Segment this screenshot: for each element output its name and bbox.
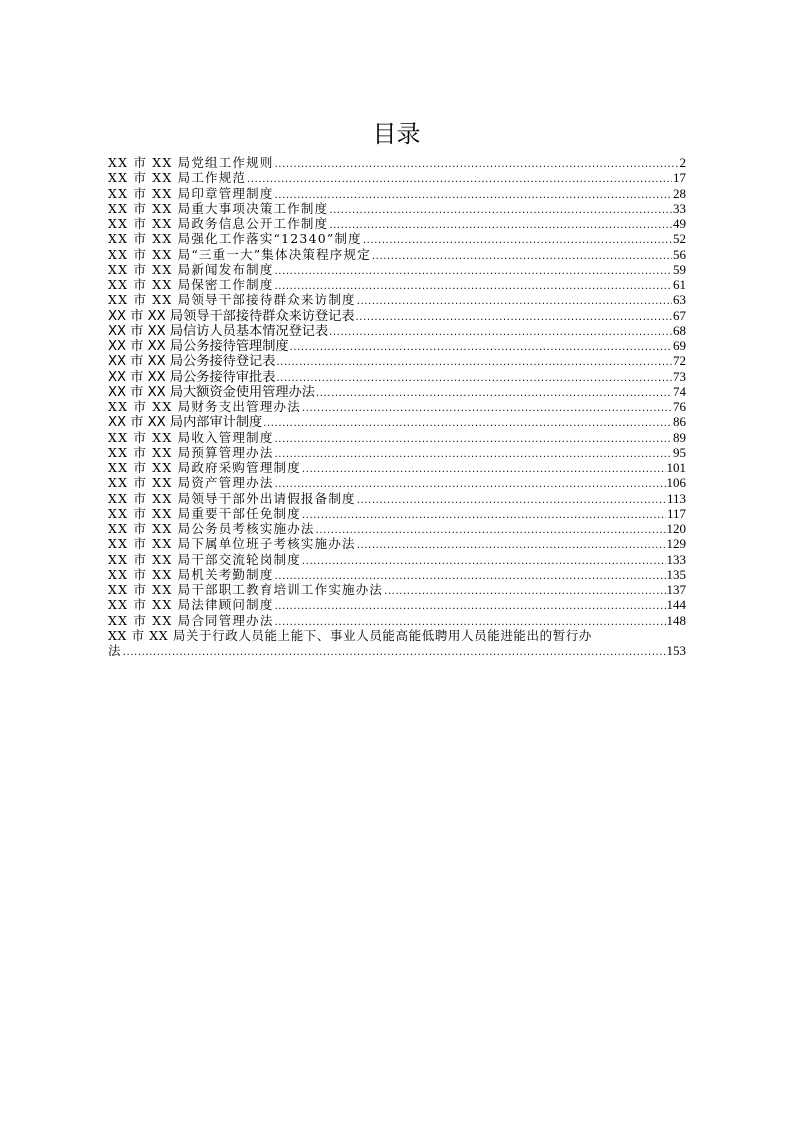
toc-entry-page: 89 bbox=[673, 429, 686, 445]
toc-leader-dots bbox=[275, 447, 672, 460]
toc-leader-dots bbox=[356, 310, 672, 323]
toc-entry-page: 148 bbox=[666, 612, 686, 628]
toc-entry[interactable] bbox=[108, 430, 686, 445]
toc-leader-dots bbox=[302, 508, 666, 521]
toc-entry[interactable] bbox=[108, 292, 686, 307]
toc-entry[interactable] bbox=[108, 582, 686, 597]
toc-leader-dots bbox=[329, 203, 672, 216]
toc-entry[interactable] bbox=[108, 567, 686, 582]
toc-entry[interactable] bbox=[108, 155, 686, 170]
toc-entry-title: XX 市 XX 局政府采购管理制度 bbox=[108, 460, 301, 475]
toc-entry-page: 52 bbox=[673, 231, 686, 247]
toc-entry[interactable] bbox=[108, 353, 686, 368]
toc-leader-dots bbox=[275, 157, 679, 170]
toc-entry-page: 144 bbox=[666, 597, 686, 613]
toc-entry-title: XX 市 XX 局资产管理办法 bbox=[108, 475, 274, 491]
toc-entry-page: 95 bbox=[673, 444, 686, 460]
toc-entry-page: 106 bbox=[666, 475, 686, 491]
toc-leader-dots bbox=[263, 416, 672, 429]
toc-leader-dots bbox=[302, 401, 672, 414]
toc-leader-dots bbox=[247, 172, 672, 185]
toc-entry[interactable] bbox=[108, 399, 686, 414]
toc-leader-dots bbox=[276, 371, 672, 384]
toc-leader-dots bbox=[363, 233, 672, 246]
toc-entry-title: XX 市 XX 局收入管理制度 bbox=[108, 429, 274, 445]
toc-entry[interactable] bbox=[108, 216, 686, 231]
toc-entry[interactable] bbox=[108, 460, 686, 475]
toc-leader-dots bbox=[275, 188, 672, 201]
toc-leader-dots bbox=[316, 523, 666, 536]
toc-entry-title: XX 市 XX 局党组工作规则 bbox=[108, 155, 274, 170]
toc-entry[interactable] bbox=[108, 521, 686, 536]
toc-entry-title: XX 市 XX 局印章管理制度 bbox=[108, 185, 274, 201]
toc-entry[interactable] bbox=[108, 628, 686, 659]
toc-leader-dots bbox=[329, 218, 672, 231]
toc-entry-page: 113 bbox=[666, 490, 686, 506]
toc-leader-dots bbox=[275, 599, 666, 612]
toc-leader-dots bbox=[123, 645, 666, 658]
toc-entry[interactable] bbox=[108, 262, 686, 277]
toc-entry-page: 17 bbox=[673, 170, 686, 186]
toc-entry-page: 101 bbox=[666, 460, 686, 475]
toc-entry-title: XX 市 XX 局公务接待登记表 bbox=[108, 354, 276, 369]
toc-leader-dots bbox=[357, 538, 666, 551]
toc-leader-dots bbox=[290, 340, 672, 353]
toc-entry[interactable] bbox=[108, 552, 686, 567]
toc-leader-dots bbox=[275, 477, 666, 490]
toc-entry[interactable] bbox=[108, 170, 686, 185]
toc-entry-page: 68 bbox=[673, 322, 686, 338]
toc-entry[interactable] bbox=[108, 491, 686, 506]
toc-entry-page: 120 bbox=[666, 521, 686, 536]
toc-entry-page: 67 bbox=[673, 307, 686, 323]
toc-entry-title: XX 市 XX 局合同管理办法 bbox=[108, 612, 274, 628]
toc-entry-page: 153 bbox=[666, 643, 686, 658]
toc-entry-title: XX 市 XX 局领导干部接待群众来访制度 bbox=[108, 292, 356, 308]
toc-entry[interactable] bbox=[108, 338, 686, 353]
toc-entry[interactable] bbox=[108, 475, 686, 490]
toc-entry-page: 49 bbox=[673, 216, 686, 231]
toc-entry-page: 117 bbox=[666, 505, 686, 521]
toc-entry-title: XX 市 XX 局领导干部外出请假报备制度 bbox=[108, 490, 356, 506]
toc-entry[interactable] bbox=[108, 186, 686, 201]
toc-entry-title: XX 市 XX 局信访人员基本情况登记表 bbox=[108, 323, 329, 338]
table-of-contents bbox=[108, 155, 686, 658]
toc-leader-dots bbox=[276, 355, 672, 368]
toc-entry-title: XX 市 XX 局重要干部任免制度 bbox=[108, 505, 301, 521]
toc-leader-dots bbox=[357, 493, 666, 506]
toc-entry-title: XX 市 XX 局保密工作制度 bbox=[108, 277, 274, 292]
toc-entry-page: 61 bbox=[673, 277, 686, 292]
toc-leader-dots bbox=[372, 249, 672, 262]
toc-entry[interactable] bbox=[108, 323, 686, 338]
toc-entry-title: XX 市 XX 局内部审计制度 bbox=[108, 415, 263, 430]
toc-entry-page: 137 bbox=[666, 582, 686, 597]
toc-leader-dots bbox=[302, 554, 666, 567]
toc-entry-title: XX 市 XX 局机关考勤制度 bbox=[108, 566, 274, 582]
toc-entry[interactable] bbox=[108, 384, 686, 399]
toc-entry-title: XX 市 XX 局法律顾问制度 bbox=[108, 597, 274, 613]
toc-leader-dots bbox=[275, 615, 666, 628]
toc-entry-title: XX 市 XX 局干部交流轮岗制度 bbox=[108, 551, 301, 567]
toc-entry-title: XX 市 XX 局新闻发布制度 bbox=[108, 261, 274, 277]
toc-entry-page: 129 bbox=[666, 536, 686, 552]
toc-entry-page: 33 bbox=[673, 200, 686, 216]
toc-entry[interactable] bbox=[108, 613, 686, 628]
toc-leader-dots bbox=[275, 279, 672, 292]
toc-entry-title: XX 市 XX 局公务员考核实施办法 bbox=[108, 521, 315, 536]
toc-entry[interactable] bbox=[108, 414, 686, 429]
toc-entry[interactable] bbox=[108, 201, 686, 216]
toc-leader-dots bbox=[357, 294, 672, 307]
toc-entry-page: 76 bbox=[673, 399, 686, 414]
toc-entry-page: 86 bbox=[673, 414, 686, 430]
toc-entry-page: 135 bbox=[666, 566, 686, 582]
toc-entry-page: 63 bbox=[673, 292, 686, 308]
toc-entry-title: XX 市 XX 局预算管理办法 bbox=[108, 444, 274, 460]
toc-entry-page: 2 bbox=[679, 155, 686, 170]
toc-entry-title-cont: 法 bbox=[108, 643, 122, 658]
toc-entry-page: 133 bbox=[666, 551, 686, 567]
page-title: 目录 bbox=[372, 120, 421, 148]
toc-entry-title: XX 市 XX 局“三重一大”集体决策程序规定 bbox=[108, 246, 371, 262]
toc-leader-dots bbox=[275, 569, 666, 582]
toc-entry-title: XX 市 XX 局财务支出管理办法 bbox=[108, 399, 301, 414]
toc-entry-page: 72 bbox=[673, 353, 686, 369]
toc-entry-title: XX 市 XX 局干部职工教育培训工作实施办法 bbox=[108, 582, 384, 597]
toc-entry[interactable] bbox=[108, 308, 686, 323]
toc-entry-page: 74 bbox=[673, 383, 686, 399]
toc-entry[interactable] bbox=[108, 506, 686, 521]
toc-leader-dots bbox=[275, 264, 672, 277]
toc-entry-page: 28 bbox=[673, 185, 686, 201]
toc-entry[interactable] bbox=[108, 445, 686, 460]
toc-entry-title: XX 市 XX 局大额资金使用管理办法 bbox=[108, 384, 315, 399]
toc-entry[interactable] bbox=[108, 369, 686, 384]
toc-entry-page: 73 bbox=[673, 368, 686, 384]
toc-entry-page: 59 bbox=[673, 261, 686, 277]
toc-entry-page: 69 bbox=[673, 338, 686, 353]
toc-entry-title: XX 市 XX 局关于行政人员能上能下、事业人员能高能低聘用人员能进能出的暂行办 bbox=[108, 627, 593, 643]
toc-entry[interactable] bbox=[108, 277, 686, 292]
toc-entry-title: XX 市 XX 局政务信息公开工作制度 bbox=[108, 216, 329, 231]
toc-entry-title: XX 市 XX 局公务接待审批表 bbox=[108, 369, 276, 384]
toc-leader-dots bbox=[302, 462, 666, 475]
toc-entry-title: XX 市 XX 局强化工作落实“12340”制度 bbox=[108, 231, 362, 247]
toc-leader-dots bbox=[316, 386, 672, 399]
toc-entry[interactable] bbox=[108, 231, 686, 246]
toc-leader-dots bbox=[384, 584, 665, 597]
toc-entry-title: XX 市 XX 局领导干部接待群众来访登记表 bbox=[108, 308, 355, 323]
toc-entry-title: XX 市 XX 局下属单位班子考核实施办法 bbox=[108, 536, 356, 552]
toc-leader-dots bbox=[329, 325, 672, 338]
toc-entry-title: XX 市 XX 局工作规范 bbox=[108, 170, 247, 186]
toc-entry-title: XX 市 XX 局公务接待管理制度 bbox=[108, 339, 289, 354]
toc-entry-title: XX 市 XX 局重大事项决策工作制度 bbox=[108, 200, 329, 216]
toc-entry[interactable] bbox=[108, 597, 686, 612]
toc-entry[interactable] bbox=[108, 536, 686, 551]
toc-entry-page: 56 bbox=[673, 246, 686, 262]
toc-entry[interactable] bbox=[108, 247, 686, 262]
toc-leader-dots bbox=[275, 432, 672, 445]
